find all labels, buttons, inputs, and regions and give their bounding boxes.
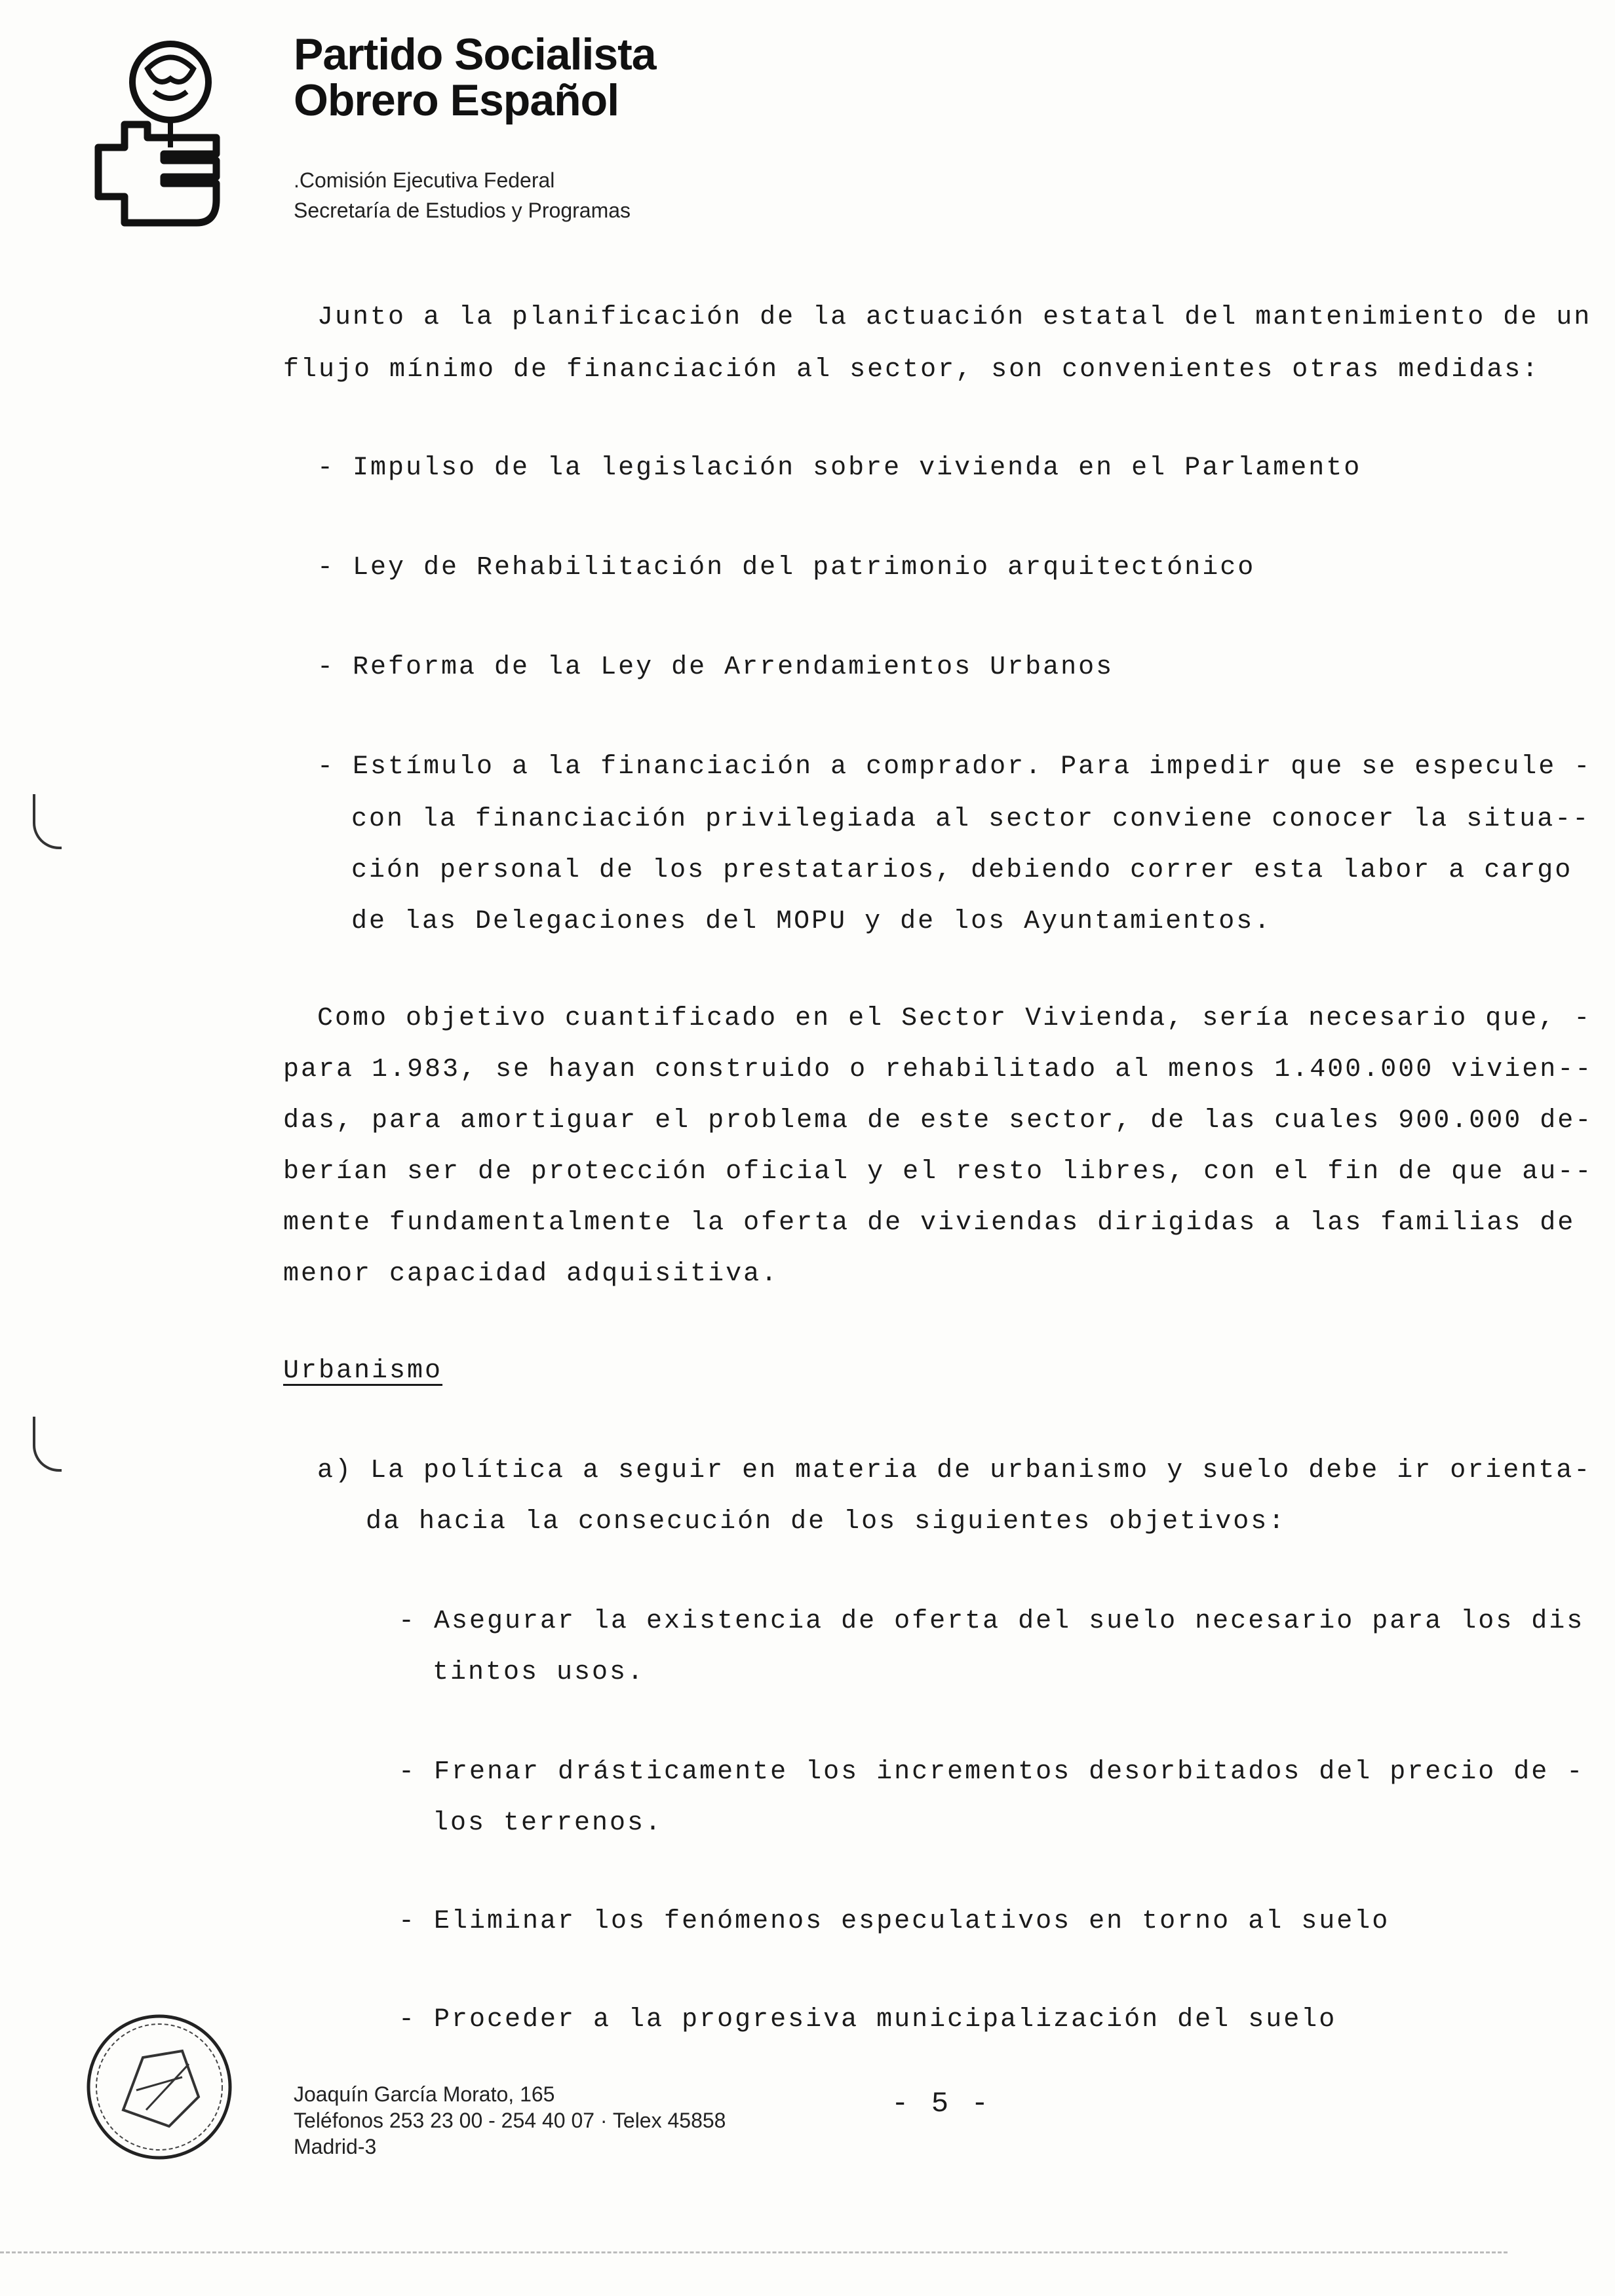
department-line1: .Comisión Ejecutiva Federal (294, 168, 555, 192)
page-number: - 5 - (891, 2088, 992, 2120)
point-a-line: a) La política a seguir en materia de urbanismo y suelo debe ir orienta- (317, 1456, 1592, 1485)
objective-item: - Proceder a la progresiva municipalización del suelo (399, 2005, 1337, 2035)
objective-line: mente fundamentalmente la oferta de viviendas dirigidas a las familias de (283, 1208, 1576, 1238)
measure-item: - Reforma de la Ley de Arrendamientos Urbanos (317, 653, 1114, 682)
section-heading: Urbanismo (283, 1356, 443, 1386)
measure-item-cont: ción personal de los prestatarios, debiendo correr esta labor a cargo (351, 856, 1573, 885)
measure-item: - Ley de Rehabilitación del patrimonio arquitectónico (317, 553, 1256, 583)
intro-line: flujo mínimo de financiación al sector, son convenientes otras medidas: (283, 355, 1540, 385)
intro-line: Junto a la planificación de la actuación estatal del mantenimiento de un (317, 303, 1592, 332)
objective-line: para 1.983, se hayan construido o rehabilitado al menos 1.400.000 vivien-- (283, 1055, 1593, 1084)
objective-item-cont: tintos usos. (433, 1658, 646, 1687)
scan-edge-line (0, 2251, 1508, 2253)
measure-item: - Estímulo a la financiación a comprador. Para impedir que se especule - (317, 752, 1592, 782)
point-a-line: da hacia la consecución de los siguientes objetivos: (366, 1507, 1287, 1537)
objective-line: menor capacidad adquisitiva. (283, 1259, 779, 1289)
objective-item: - Frenar drásticamente los incrementos desorbitados del precio de - (399, 1757, 1585, 1787)
objective-line: Como objetivo cuantificado en el Sector Vivienda, sería necesario que, - (317, 1004, 1592, 1033)
measure-item: - Impulso de la legislación sobre vivienda en el Parlamento (317, 453, 1362, 483)
objective-line: berían ser de protección oficial y el resto libres, con el fin de que au-- (283, 1157, 1593, 1187)
objective-item: - Eliminar los fenómenos especulativos en torno al suelo (399, 1907, 1390, 1936)
stamp-seal-icon (84, 2012, 235, 2162)
footer-address (294, 2081, 726, 2160)
measure-item-cont: de las Delegaciones del MOPU y de los Ayuntamientos. (351, 907, 1272, 936)
objective-item-cont: los terrenos. (433, 1808, 663, 1838)
address-line1: Joaquín García Morato, 165 (294, 2082, 555, 2106)
party-name-line2: Obrero Español (294, 75, 619, 125)
measure-item-cont: con la financiación privilegiada al sector conviene conocer la situa-- (351, 805, 1591, 834)
party-name-line1: Partido Socialista (294, 29, 656, 79)
department-line2: Secretaría de Estudios y Programas (294, 199, 631, 222)
objective-line: das, para amortiguar el problema de este sector, de las cuales 900.000 de- (283, 1106, 1593, 1136)
address-line2: Teléfonos 253 23 00 - 254 40 07 · Telex 45858 (294, 2109, 726, 2132)
address-line3: Madrid-3 (294, 2135, 377, 2158)
objective-item: - Asegurar la existencia de oferta del suelo necesario para los dis (399, 1607, 1585, 1636)
